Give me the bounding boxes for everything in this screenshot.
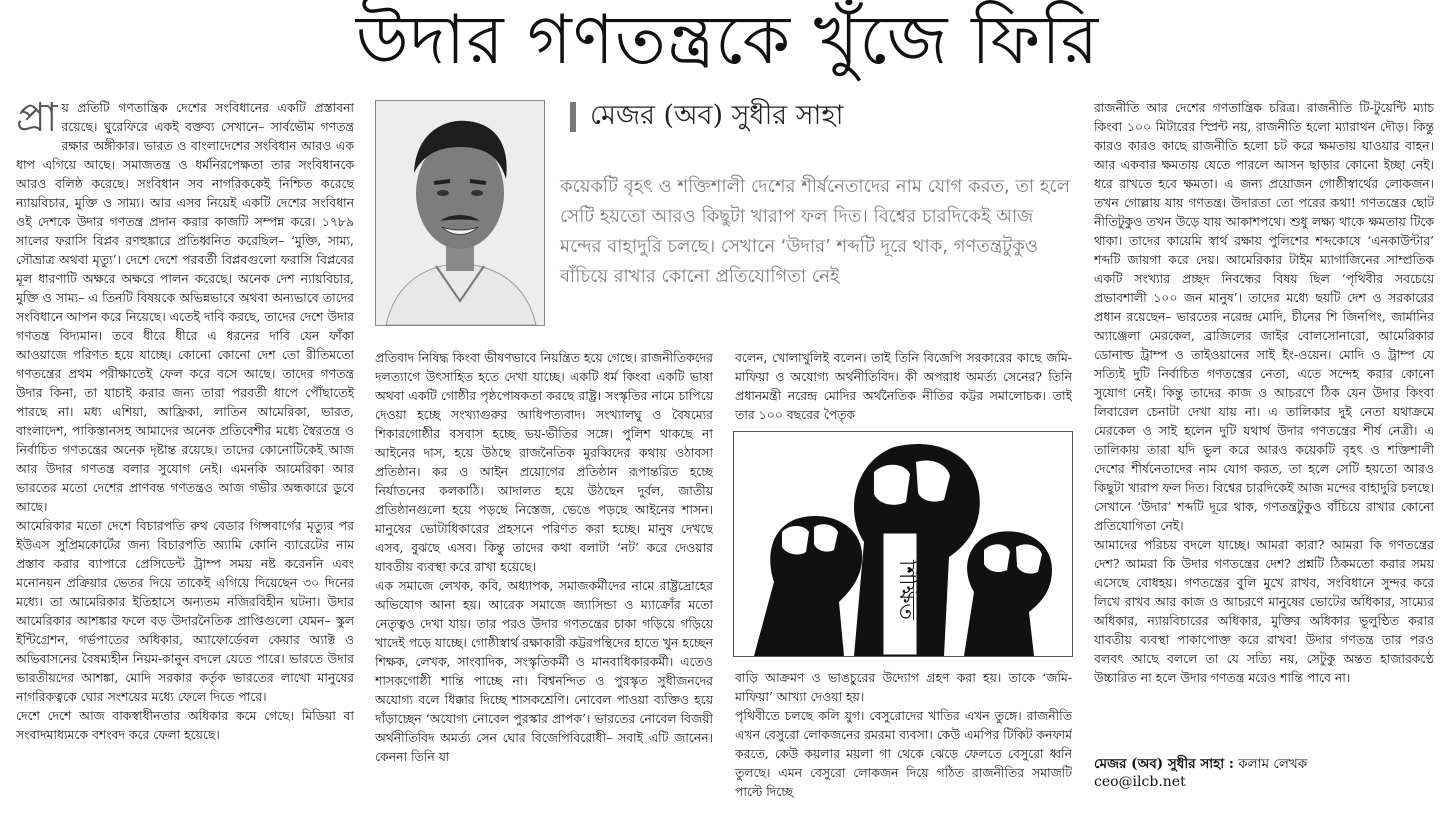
paragraph: পৃথিবীতে চলছে কলি যুগ। বেসুরোদের খাতির এখন তুঙ্গে। রাজনীতি এখন বেসুরো লোকজনের রমরমা ব্যবসা। কেউ এমপির টিকিট কনফার্ম করতে, কেউ কয়লার ময়লা গা থেকে ঝেড়ে ফেলতে বেসুরো ধ্বনি তুলছে। এমন বেসুরো লোকজন দিয়ে গঠিত রাজনীতির সমাজটি পাল্টে দিচ্ছে (735, 708, 1072, 798)
article-column-3-top (735, 348, 1072, 430)
article-column-1 (16, 98, 354, 798)
headline: উদার গণতন্ত্রকে খুঁজে ফিরি (355, 1, 1100, 80)
paragraph: বলেন, খোলাখুলিই বলেন। তাই তিনি বিজেপি সরকারের কাছে জমি-মাফিয়া ও অযোগ্য অর্থনীতিবিদ। কী অপরাধ অমর্ত্য সেনের? তিনি প্রধানমন্ত্রী নরেন্দ্র মোদির অর্থনৈতিক নীতির কট্টর সমালোচক। তাই তার ১০০ বছরের পৈতৃক (735, 350, 1072, 422)
author-name: মেজর (অব) সুধীর সাহা : (1094, 756, 1234, 772)
byline (570, 100, 843, 134)
author-photo (375, 100, 545, 326)
paragraph: প্রা য় প্রতিটি গণতান্ত্রিক দেশের সংবিধানের একটি প্রস্তাবনা রয়েছে। ঘুরেফিরে একই বক্তব্য সেখানে– সার্বভৌম গণতন্ত্র রক্ষার অঙ্গীকার। ভারত ও বাংলাদেশের সংবিধান আরও এক ধাপ এগিয়ে আছে। সমাজতন্ত্র ও ধর্মনিরপেক্ষতা তার সংবিধানকে আরও বলিষ্ঠ করেছে। সংবিধান সব নাগরিককেই নিশ্চিত করেছে ন্যায়বিচার, মুক্তি ও সাম্য। আর এসব নিয়েই একটি দেশের সংবিধান ওই দেশকে উদার গণতন্ত্র প্রদান করার কাজটি সম্পন্ন করে। ১৭৮৯ সালের ফরাসি বিপ্লব রণহুঙ্কারে প্রতিধ্বনিত করেছিল– ‘মুক্তি, সাম্য, সৌভ্রাত্র অথবা মৃত্যু’। দেশে দেশে পরবর্তী বিপ্লবগুলো ফরাসি বিপ্লবের মূল ধারণাটি অক্ষরে অক্ষরে পালন করেছে। অনেক দেশ ন্যায়বিচার, মুক্তি ও সাম্য– এ তিনটি বিষয়কে অভিন্নভাবে অথবা অন্যভাবে তাদের সংবিধানে আপন করে নিয়েছে। এতেই দাবি করছে, তাদের দেশে উদার গণতন্ত্র বিদ্যমান। তবে ধীরে ধীরে এ ধরনের দাবি যেন ফাঁকা আওয়াজে পরিণত হয়ে যাচ্ছে। কোনো কোনো দেশ তো রীতিমতো গণতন্ত্রের প্রথম পরীক্ষাতেই ফেল করে বসে আছে। তাদের গণতন্ত্র উদার কিনা, তা যাচাই করার জন্য তারা পরবর্তী ধাপে পৌঁছাতেই পারছে না। মধ্য এশিয়া, আফ্রিকা, লাতিন আমেরিকা, ভারত, বাংলাদেশ, পাকিস্তানসহ আমাদের অনেক প্রতিবেশীর মধ্যে স্বৈরতন্ত্র ও নির্বাচিত গণতন্ত্রের অনেক দৃষ্টান্ত রয়েছে। তাদের কোনোটিকেই আজ আর উদার গণতন্ত্র বলার সুযোগ নেই। এমনকি আমেরিকা আর ভারতের মতো দেশের প্রাণবন্ত গণতন্ত্রও আজ গভীর অন্ধকারে ডুবে আছে। (16, 98, 354, 514)
paragraph: বাড়ি আক্রমণ ও ভাঙচুরের উদ্যোগ গ্রহণ করা হয়। তাকে ‘জমি-মাফিয়া’ আখ্যা দেওয়া হয়। (735, 670, 1072, 704)
protest-fists-illustration (733, 431, 1073, 657)
paragraph: দেশে দেশে আজ বাকস্বাধীনতার অধিকার কমে গেছে। মিডিয়া বা সংবাদমাধ্যমকে বশংবদ করে ফেলা হয়েছে। (16, 708, 354, 742)
drop-cap: প্রা (16, 98, 58, 141)
paragraph: এক সমাজে লেখক, কবি, অধ্যাপক, সমাজকর্মীদের নামে রাষ্ট্রদ্রোহের অভিযোগ আনা হয়। আরেক সমাজে জ্যাসিন্ডা ও ম্যাক্রোঁর মতো নেতৃত্বও দেখা যায়। তার পরও উদার গণতন্ত্রের চাকা গড়িয়ে গড়িয়ে খাদেই পড়ে যাচ্ছে। গোষ্ঠীস্বার্থ রক্ষাকারী কট্টরপন্থিদের হাতে খুন হচ্ছেন শিক্ষক, লেখক, সাংবাদিক, সংস্কৃতিকর্মী ও মানবাধিকারকর্মী। এতেও শাসকগোষ্ঠী শান্তি পাচ্ছে না। বিশ্বনন্দিত ও পুরস্কৃত সুধীজনদের অযোগ্য বলে ধিক্কার দিচ্ছে শাসকশ্রেণি। নোবেল পাওয়া ব্যক্তিও হয়ে দাঁড়াচ্ছেন ‘অযোগ্য নোবেল পুরস্কার প্রাপক’। ভারতের নোবেল বিজয়ী অর্থনীতিবিদ অমর্ত্য সেন ঘোর বিজেপিবিরোধী– সবাই এটি জানেন। কেননা তিনি যা (375, 578, 713, 764)
byline-name: মেজর (অব) সুধীর সাহা (590, 99, 844, 131)
pull-quote: কয়েকটি বৃহৎ ও শক্তিশালী দেশের শীর্ষনেতাদের নাম যোগ করত, তা হলে সেটি হয়তো আরও কিছুটা খারাপ ফল দিত। বিশ্বের চারদিকেই আজ মন্দের বাহাদুরি চলছে। সেখানে ‘উদার’ শব্দটি দূরে থাক, গণতন্ত্রটুকুও বাঁচিয়ে রাখার কোনো প্রতিযোগিতা নেই (560, 176, 1071, 287)
author-footnote (1094, 754, 1434, 774)
article-column-2 (375, 348, 713, 798)
paragraph: আমেরিকার মতো দেশে বিচারপতি রুথ বেডার গিন্সবার্গের মৃত্যুর পর ইউএস সুপ্রিমকোর্টের জন্য বিচারপতি অ্যামি কোনি ব্যারেটের নাম প্রস্তাব করার ব্যাপারে প্রেসিডেন্ট ট্রাম্প সময় নষ্ট করেননি এবং মনোনয়ন প্রক্রিয়ার ভেতর দিয়ে তাকেই এগিয়ে দিয়েছেন ৩০ দিনের মধ্যে। তা আমেরিকার ইতিহাসে অন্যতম নজিরবিহীন ঘটনা। উদার আমেরিকার আশঙ্কার ফলে বড় উদারনৈতিক প্রাপ্তিগুলো যেমন– স্কুল ইন্টিগ্রেশন, গর্ভপাতের অধিকার, অ্যাফোর্ডেবল কেয়ার অ্যাক্ট ও অভিবাসনের বৈষম্যহীন নিয়ম-কানুন বদলে যেতে পারে। ভারতে উদার ভারতীয়দের আশঙ্কা, মোদি সরকার কর্তৃক ভারতের লাখো মানুষের নাগরিকত্বকে ঘোর সংশয়ের মধ্যে ফেলে দিতে পারে। (16, 518, 354, 704)
byline-bar (570, 102, 576, 132)
paragraph: রাজনীতি আর দেশের গণতান্ত্রিক চরিত্র। রাজনীতি টি-টুয়েন্টি ম্যাচ কিংবা ১০০ মিটারের স্প্রিন্ট নয়, রাজনীতি হলো ম্যারাথন দৌড়। কিন্তু কারও কারও কাছে রাজনীতি হলো চট করে ক্ষমতায় যাওয়ার বাহন। আর একবার ক্ষমতায় যেতে পারলে আসন ছাড়ার কোনো ইচ্ছা নেই। ধরে রাখতে হবে ক্ষমতা। এ জন্য প্রয়োজন গোষ্ঠীস্বার্থের লোকজন। তখন গোল্লায় যায় গণতন্ত্র। উদারতা তো পরের কথা! গণতন্ত্রের ছোট নীতিটুকুও তখন উড়ে যায় আকাশপথে। শুধু লক্ষ্য থাকে ক্ষমতায় টিকে থাকা। তাদের কায়েমি স্বার্থ রক্ষায় পুলিশের শব্দকোষে ‘এনকাউন্টার’ শব্দটি জায়গা করে দেয়। আমেরিকার টাইম ম্যাগাজিনের সাম্প্রতিক একটি সংখ্যার প্রচ্ছদ নিবন্ধের বিষয় ছিল ‘পৃথিবীর সবচেয়ে প্রভাবশালী ১০০ জন মানুষ’। তাদের মধ্যে ছয়টি দেশ ও সরকারের প্রধান রয়েছেন– ভারতের নরেন্দ্র মোদি, চীনের শি জিনপিং, জার্মানির অ্যাঞ্জেলা মেরকেল, ব্রাজিলের জাইর বোলসোনারো, আমেরিকার ডোনাল্ড ট্রাম্প ও তাইওয়ানের সাই ইং-ওয়েন। মোদি ও ট্রাম্প যে সত্যিই দুটি নির্বাচিত গণতন্ত্রের নেতা, এতে সন্দেহ করার কোনো সুযোগ নেই। কিন্তু তাদের কাজ ও আচরণে ঠিক যেন উদার কিংবা লিবারেল চেনাটা দেখা যায় না। এ তালিকার দুই নেতা যথাক্রমে মেরকেল ও সাই হলেন দুটি যথার্থ উদার গণতন্ত্রের শীর্ষ নেত্রী। এ তালিকায় তারা যদি ভুল করে আরও কয়েকটি বৃহৎ ও শক্তিশালী দেশের শীর্ষনেতাদের নাম যোগ করত, তা হলে সেটি হয়তো আরও কিছুটা খারাপ ফল দিত। বিশ্বের চারদিকেই আজ মন্দের বাহাদুরি চলছে। সেখানে ‘উদার’ শব্দটি দূরে থাক, গণতন্ত্রটুকুও বাঁচিয়ে রাখার কোনো প্রতিযোগিতা নেই। (1094, 100, 1434, 533)
article-column-4 (1094, 98, 1434, 748)
author-email: ceo@ilcb.net (1094, 774, 1186, 790)
banner-text: শিক্ষিত (894, 560, 919, 620)
paragraph: প্রতিবাদ নিষিদ্ধ কিংবা ভীষণভাবে নিয়ন্ত্রিত হয়ে গেছে। রাজনীতিকদের দলত্যাগে উৎসাহিত হতে দেখা যাচ্ছে। একটি ধর্ম কিংবা একটি ভাষা অথবা একটি গোষ্ঠীর পৃষ্ঠপোষকতা করছে রাষ্ট্র। সংস্কৃতির নামে চাপিয়ে দেওয়া হচ্ছে সংখ্যাগুরুর আধিপত্যবাদ। সংখ্যালঘু ও বৈষম্যের শিকারগোষ্ঠীর বসবাস হচ্ছে ভয়-ভীতির সঙ্গে। পুলিশ থাকছে না আইনের দাস, হয়ে উঠছে রাজনৈতিক মুরব্বিদের কথায় ওঠাবসা প্রতিষ্ঠান। কর ও আইন প্রয়োগের প্রতিষ্ঠান রূপান্তরিত হচ্ছে নির্যাতনের কলকাঠি। আদালত হয়ে উঠছেন দুর্বল, জাতীয় প্রতিষ্ঠানগুলো হয়ে পড়ছে নিস্তেজ, ভেঙে পড়ছে আইনের শাসন। মানুষের ভোটাধিকারের প্রহসনে পরিণত করা হচ্ছে। মানুষ দেখছে এসব, বুঝছে এসব। কিন্তু তাদের কথা বলাটা ‘নট’ করে দেওয়ার যাবতীয় ব্যবস্থা করে রাখা হয়েছে। (375, 350, 713, 574)
portrait-image (376, 101, 544, 325)
article-column-3-bottom (735, 668, 1072, 798)
raised-fists-icon (734, 432, 1072, 656)
paragraph: আমাদের পরিচয় বদলে যাচ্ছে। আমরা কারা? আমরা কি গণতন্ত্রের দেশ? আমরা কি উদার গণতন্ত্রের দেশ? প্রশ্নটি ঠিকমতো করার সময় এসেছে বোধহয়। গণতন্ত্রের বুলি মুখে রাখব, সংবিধানে সুন্দর করে লিখে রাখব আর কাজ ও আচরণে মানুষের ভোটের অধিকার, সাম্যের অধিকার, ন্যায়বিচারের অধিকার, মুক্তির অধিকার ভূলুণ্ঠিত করার যাবতীয় ব্যবস্থা পাকাপোক্ত করে রাখব! উদার গণতন্ত্র তার পরও বলবৎ আছে বললে তা যে সত্যি নয়, সেটুকু অন্তত হাজারকণ্ঠে উচ্চারিত না হলে উদার গণতন্ত্র মরেও শান্তি পাবে না। (1094, 537, 1434, 685)
author-role: কলাম লেখক (1238, 756, 1308, 772)
